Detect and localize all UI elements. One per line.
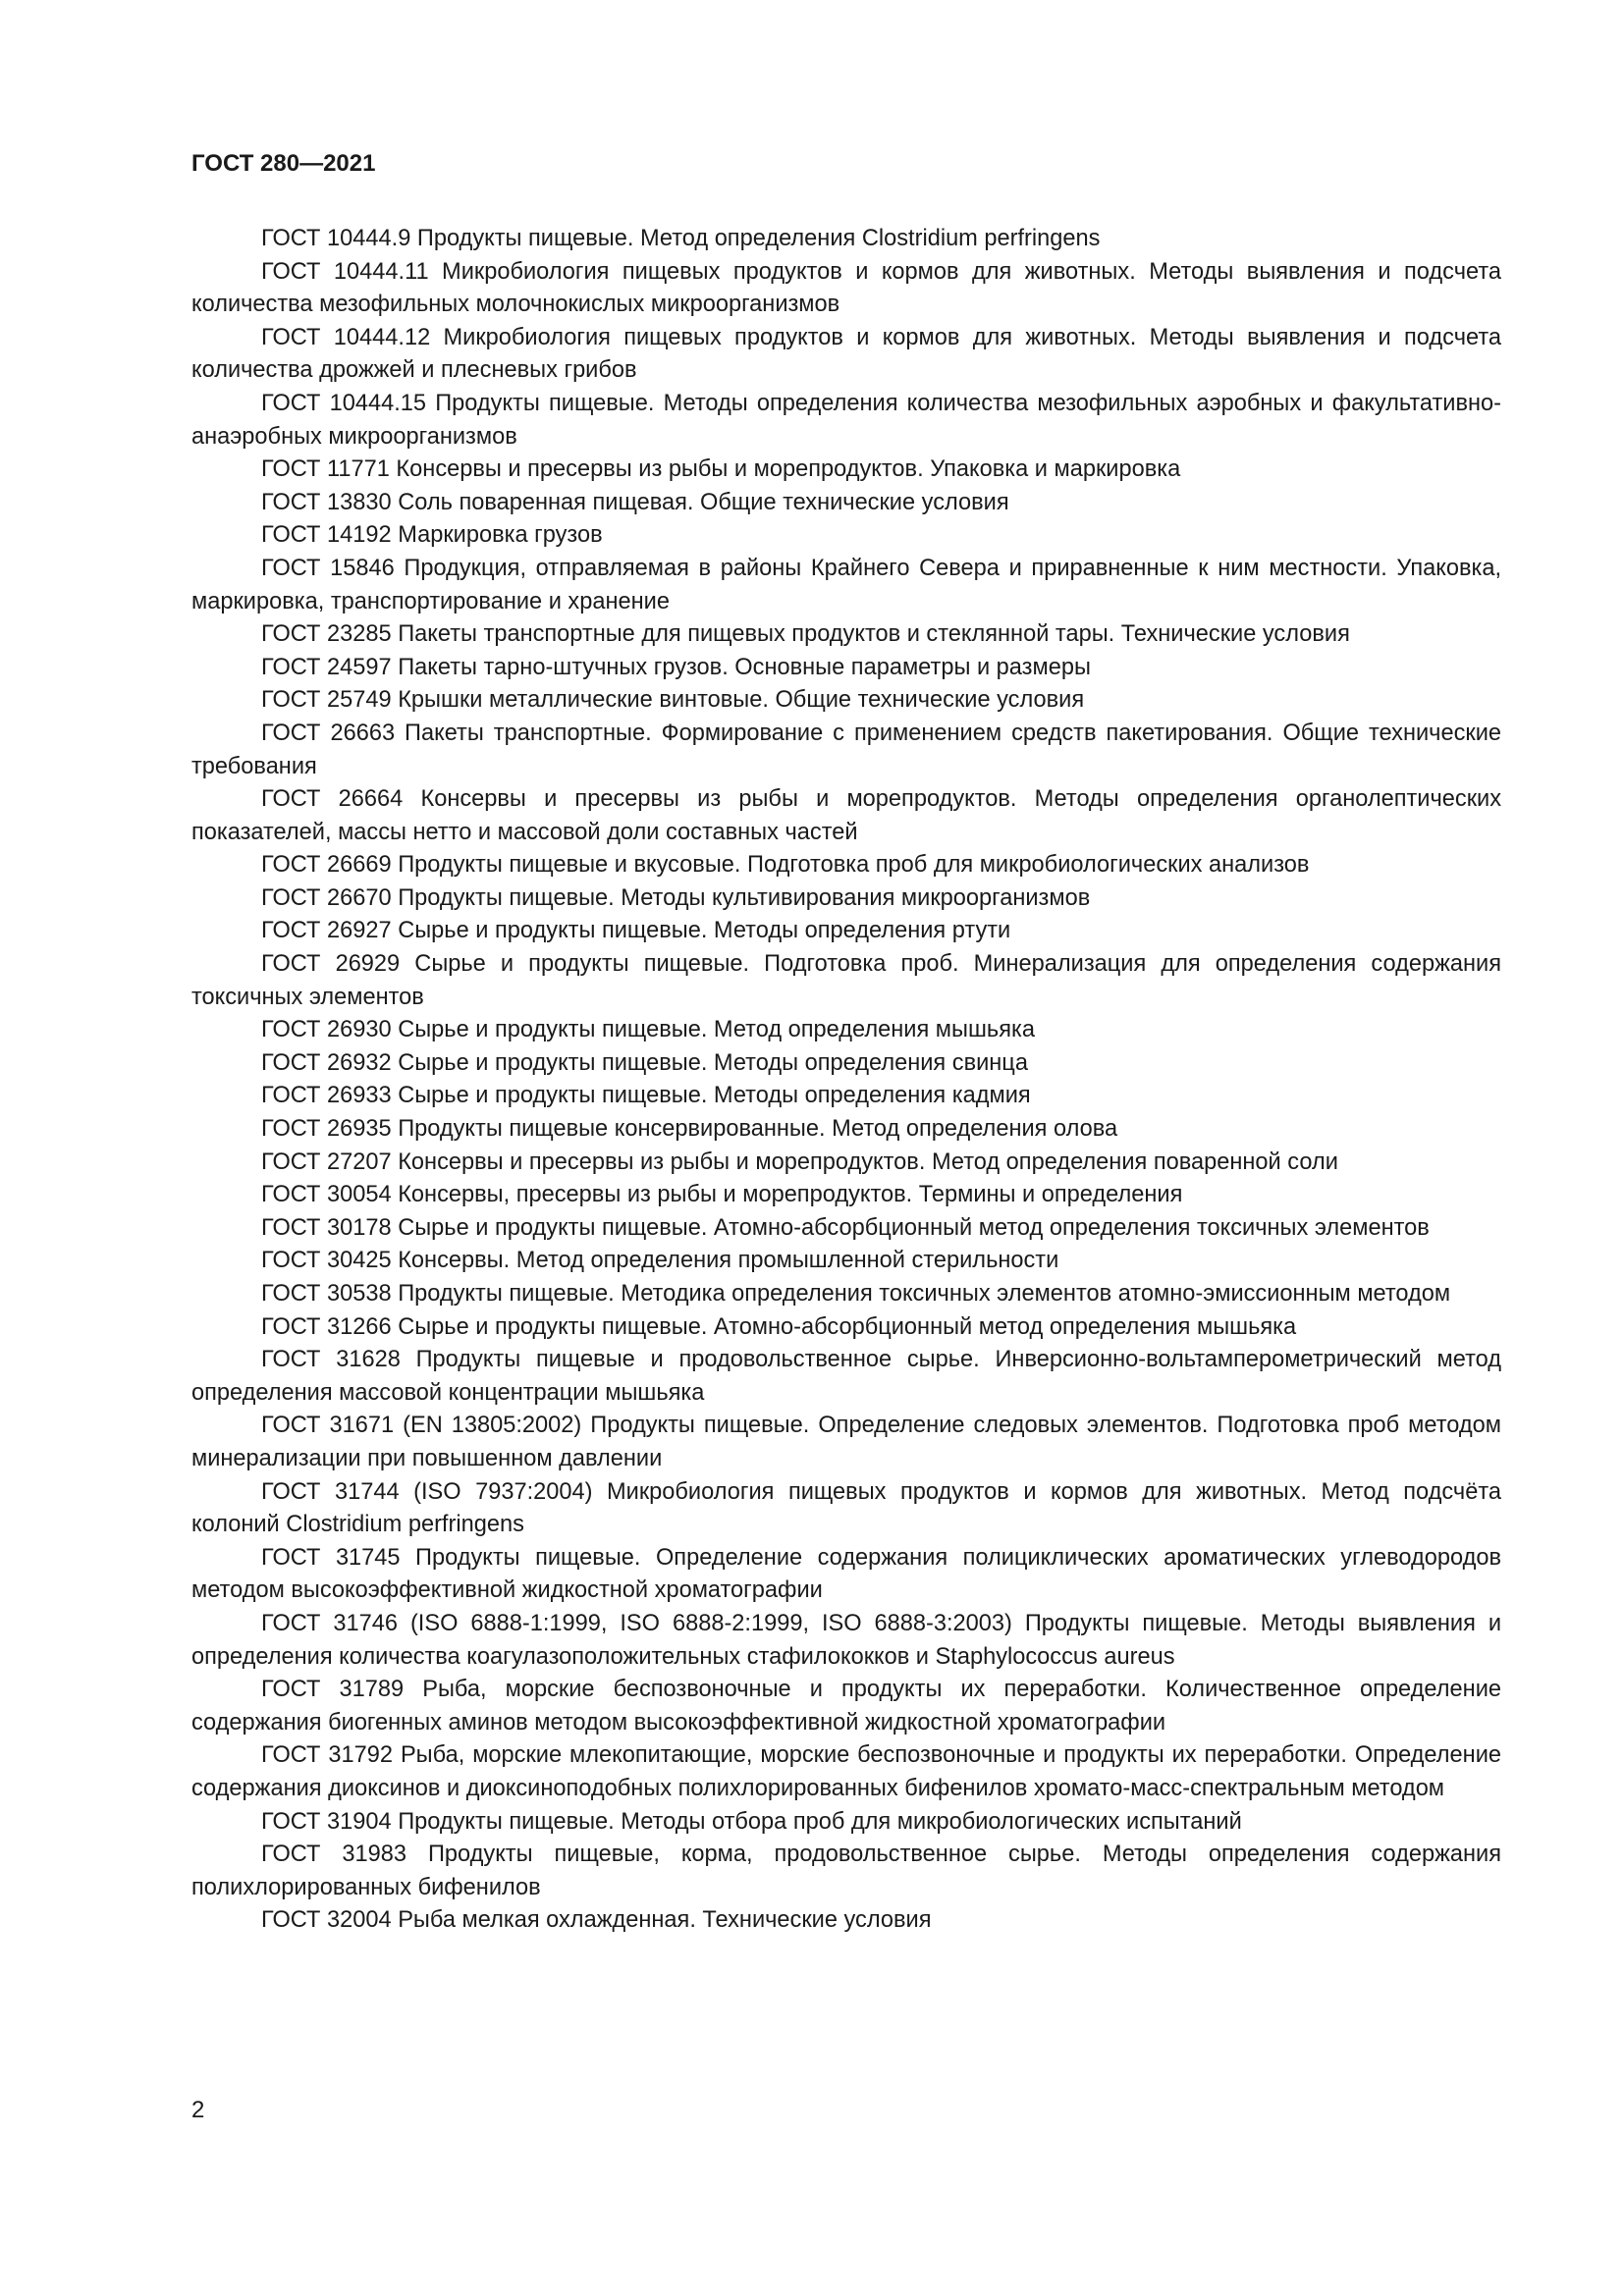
- reference-item: ГОСТ 31746 (ISO 6888-1:1999, ISO 6888-2:1999, ISO 6888-3:2003) Продукты пищевые. Методы выявления и определения количества коагулазоположительных стафилококков и Staphylococcus aureus: [191, 1610, 1501, 1670]
- reference-item: ГОСТ 26669 Продукты пищевые и вкусовые. Подготовка проб для микробиологических анализов: [261, 852, 1310, 879]
- reference-item: ГОСТ 10444.15 Продукты пищевые. Методы определения количества мезофильных аэробных и факультативно-анаэробных микроорганизмов: [191, 390, 1501, 450]
- reference-item: ГОСТ 24597 Пакеты тарно-штучных грузов. Основные параметры и размеры: [261, 654, 1091, 680]
- reference-item: ГОСТ 30054 Консервы, пресервы из рыбы и морепродуктов. Термины и определения: [261, 1182, 1183, 1208]
- reference-item: ГОСТ 30538 Продукты пищевые. Методика определения токсичных элементов атомно-эмиссионным методом: [261, 1281, 1451, 1307]
- reference-item: ГОСТ 27207 Консервы и пресервы из рыбы и морепродуктов. Метод определения поваренной соли: [261, 1148, 1338, 1175]
- normative-references-list: [191, 223, 1501, 1938]
- reference-item: ГОСТ 31744 (ISO 7937:2004) Микробиология пищевых продуктов и кормов для животных. Метод подсчёта колоний Clostridium perfringens: [191, 1478, 1501, 1538]
- reference-item: ГОСТ 31671 (EN 13805:2002) Продукты пищевые. Определение следовых элементов. Подготовка проб методом минерализации при повышенном давлении: [191, 1413, 1501, 1471]
- reference-item: ГОСТ 15846 Продукция, отправляемая в районы Крайнего Севера и приравненные к ним местности. Упаковка, маркировка, транспортирование и хранение: [191, 555, 1501, 614]
- reference-item: ГОСТ 11771 Консервы и пресервы из рыбы и морепродуктов. Упаковка и маркировка: [261, 456, 1181, 483]
- reference-item: ГОСТ 26664 Консервы и пресервы из рыбы и морепродуктов. Методы определения органолептических показателей, массы нетто и массовой доли составных частей: [191, 786, 1501, 845]
- reference-item: ГОСТ 32004 Рыба мелкая охлажденная. Технические условия: [261, 1907, 932, 1934]
- reference-item: ГОСТ 10444.9 Продукты пищевые. Метод определения Clostridium perfringens: [261, 226, 1101, 251]
- reference-item: ГОСТ 31983 Продукты пищевые, корма, продовольственное сырье. Методы определения содержания полихлорированных бифенилов: [191, 1842, 1501, 1900]
- reference-item: ГОСТ 26670 Продукты пищевые. Методы культивирования микроорганизмов: [261, 884, 1091, 911]
- reference-item: ГОСТ 26927 Сырье и продукты пищевые. Методы определения ртути: [261, 918, 1011, 944]
- reference-item: ГОСТ 31745 Продукты пищевые. Определение содержания полициклических ароматических углеводородов методом высокоэффективной жидкостной хроматографии: [191, 1544, 1501, 1604]
- reference-item: ГОСТ 25749 Крышки металлические винтовые. Общие технические условия: [261, 687, 1085, 714]
- reference-item: ГОСТ 31266 Сырье и продукты пищевые. Атомно-абсорбционный метод определения мышьяка: [261, 1313, 1297, 1340]
- reference-item: ГОСТ 31628 Продукты пищевые и продовольственное сырье. Инверсионно-вольтамперометрический метод определения массовой концентрации мышьяка: [191, 1347, 1501, 1406]
- page-number: 2: [191, 2097, 205, 2123]
- reference-item: ГОСТ 31904 Продукты пищевые. Методы отбора проб для микробиологических испытаний: [261, 1808, 1242, 1835]
- reference-item: ГОСТ 23285 Пакеты транспортные для пищевых продуктов и стеклянной тары. Технические условия: [261, 621, 1350, 648]
- reference-item: ГОСТ 13830 Соль поваренная пищевая. Общие технические условия: [261, 489, 1009, 515]
- reference-item: ГОСТ 26929 Сырье и продукты пищевые. Подготовка проб. Минерализация для определения содержания токсичных элементов: [191, 951, 1501, 1010]
- reference-item: ГОСТ 26935 Продукты пищевые консервированные. Метод определения олова: [261, 1116, 1118, 1143]
- reference-item: ГОСТ 26932 Сырье и продукты пищевые. Методы определения свинца: [261, 1049, 1028, 1076]
- document-header: ГОСТ 280—2021: [191, 150, 376, 177]
- reference-item: ГОСТ 26933 Сырье и продукты пищевые. Методы определения кадмия: [261, 1083, 1031, 1109]
- reference-item: ГОСТ 31792 Рыба, морские млекопитающие, морские беспозвоночные и продукты их переработки. Определение содержания диоксинов и диоксиноподобных полихлорированных бифенилов хромато-масс-спектральным методом: [191, 1742, 1501, 1801]
- reference-item: ГОСТ 31789 Рыба, морские беспозвоночные и продукты их переработки. Количественное определение содержания биогенных аминов методом высокоэффективной жидкостной хроматографии: [191, 1677, 1501, 1735]
- reference-item: ГОСТ 14192 Маркировка грузов: [261, 522, 603, 549]
- reference-item: ГОСТ 30178 Сырье и продукты пищевые. Атомно-абсорбционный метод определения токсичных элементов: [261, 1214, 1430, 1241]
- reference-item: ГОСТ 26930 Сырье и продукты пищевые. Метод определения мышьяка: [261, 1017, 1035, 1043]
- reference-item: ГОСТ 30425 Консервы. Метод определения промышленной стерильности: [261, 1248, 1059, 1274]
- reference-item: ГОСТ 10444.11 Микробиология пищевых продуктов и кормов для животных. Методы выявления и подсчета количества мезофильных молочнокислых микроорганизмов: [191, 258, 1501, 318]
- reference-item: ГОСТ 10444.12 Микробиология пищевых продуктов и кормов для животных. Методы выявления и подсчета количества дрожжей и плесневых грибов: [191, 324, 1501, 384]
- reference-item: ГОСТ 26663 Пакеты транспортные. Формирование с применением средств пакетирования. Общие технические требования: [191, 720, 1501, 779]
